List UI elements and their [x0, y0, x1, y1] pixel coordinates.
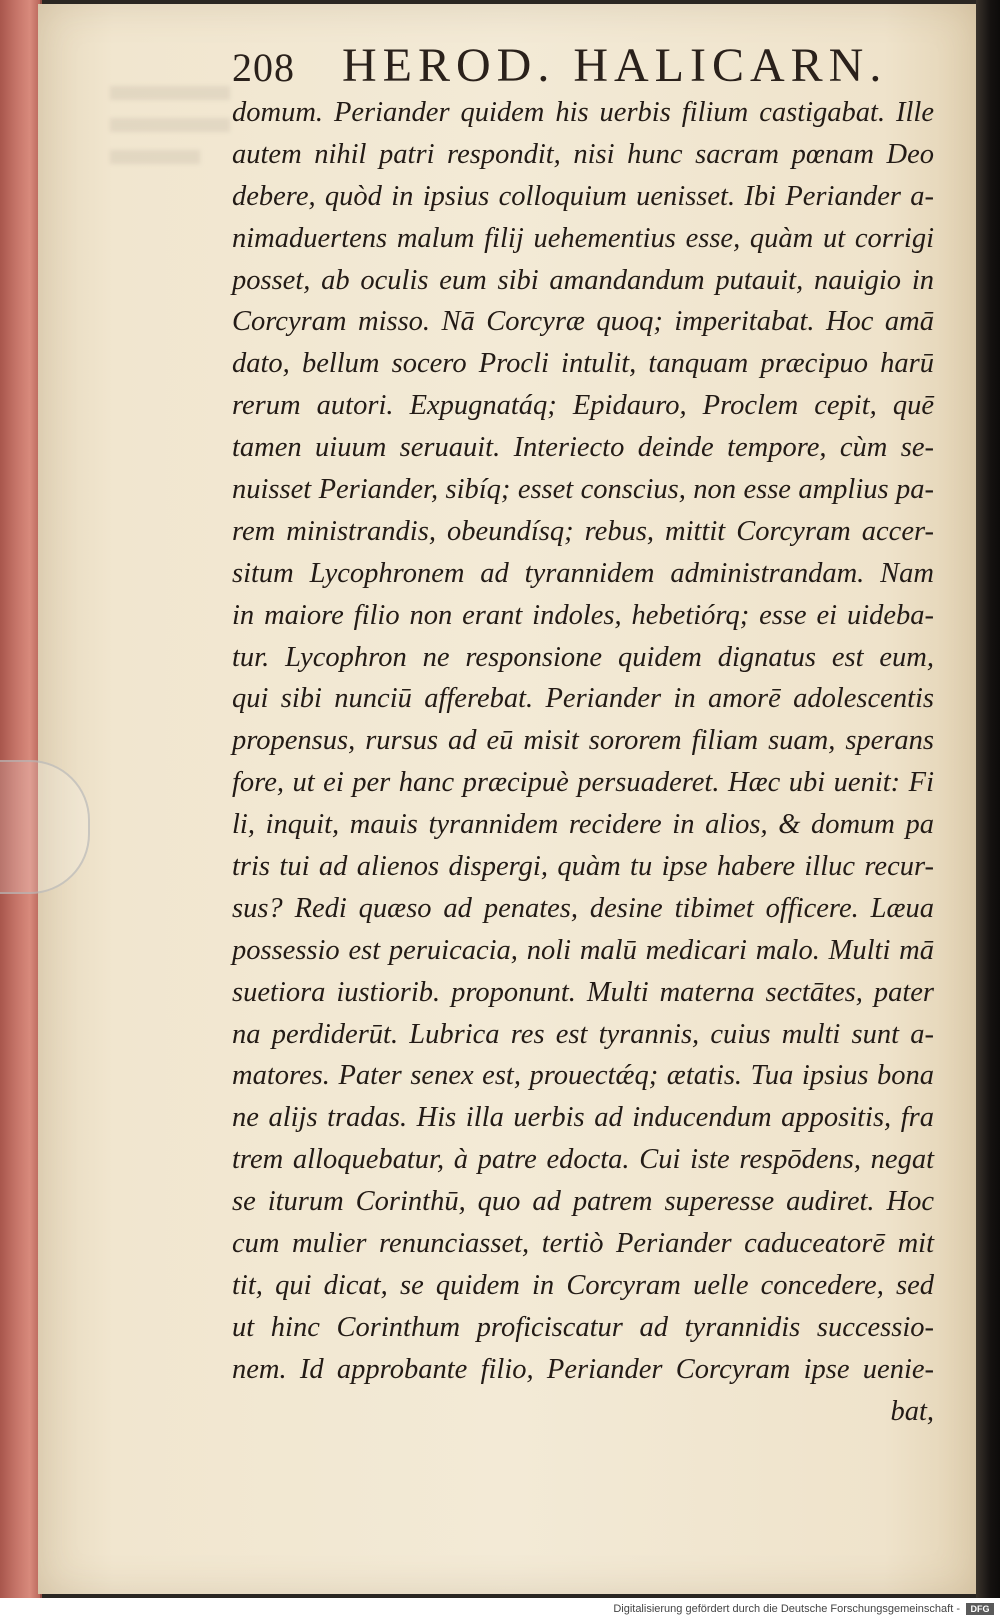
- text-line: fore, ut ei per hanc præcipuè persuaderet. Hæc ubi uenit: Fi: [232, 767, 934, 799]
- binding-shadow: [976, 0, 1000, 1598]
- text-line: situm Lycophronem ad tyrannidem administrandam. Nam: [232, 557, 934, 589]
- text-line: rem ministrandis, obeundísq; rebus, mittit Corcyram accer-: [232, 515, 934, 547]
- text-line: in maiore filio non erant indoles, hebetiórq; esse ei uideba-: [232, 599, 934, 631]
- text-line: qui sibi nunciū afferebat. Periander in amorē adolescentis: [232, 683, 934, 715]
- text-line: tamen uiuum seruauit. Interiecto deinde tempore, cùm se-: [232, 432, 934, 464]
- text-line: domum. Periander quidem his uerbis filium castigabat. Ille: [232, 97, 934, 128]
- text-line: suetiora iustiorib. proponunt. Multi materna sectātes, pater: [232, 976, 934, 1008]
- text-line: trem alloquebatur, à patre edocta. Cui iste respōdens, negat: [232, 1144, 934, 1176]
- dfg-logo: DFG: [966, 1603, 994, 1615]
- text-line: na perdiderūt. Lubrica res est tyrannis, cuius multi sunt a-: [232, 1018, 934, 1050]
- text-line: possessio est peruicacia, noli malū medicari malo. Multi mā: [232, 934, 934, 966]
- text-line: nuisset Periander, sibíq; esset conscius, non esse amplius pa-: [232, 474, 934, 506]
- text-line: tris tui ad alienos dispergi, quàm tu ipse habere illuc recur-: [232, 851, 934, 883]
- text-line: se iturum Corinthū, quo ad patrem superesse audiret. Hoc: [232, 1186, 934, 1218]
- digitization-credit: Digitalisierung gefördert durch die Deutsche Forschungsgemeinschaft -: [613, 1603, 960, 1615]
- text-line: posset, ab oculis eum sibi amandandum putauit, nauigio in: [232, 264, 934, 296]
- running-title: HEROD. HALICARN.: [342, 39, 888, 92]
- page-number: 208: [232, 45, 295, 90]
- text-line: debere, quòd in ipsius colloquium uenisset. Ibi Periander a-: [232, 180, 934, 212]
- catchword: bat,: [890, 1395, 934, 1427]
- text-line: Corcyram misso. Nā Corcyræ quoq; imperitabat. Hoc amā: [232, 306, 934, 338]
- page-header: [232, 36, 932, 96]
- text-line: tit, qui dicat, se quidem in Corcyram uelle concedere, sed: [232, 1269, 934, 1301]
- show-through-mark: [110, 86, 230, 100]
- body-text: [232, 92, 934, 1433]
- text-line: autem nihil patri respondit, nisi hunc sacram pœnam Deo: [232, 138, 934, 170]
- text-line: li, inquit, mauis tyrannidem recidere in alios, & domum pa: [232, 809, 934, 841]
- text-line: cum mulier renunciasset, tertiò Periander caduceatorē mit: [232, 1228, 934, 1260]
- text-line: propensus, rursus ad eū misit sororem filiam suam, sperans: [232, 725, 934, 757]
- text-line: ne alijs tradas. His illa uerbis ad inducendum appositis, fra: [232, 1102, 934, 1134]
- text-line: nimaduertens malum filij uehementius esse, quàm ut corrigi: [232, 222, 934, 254]
- text-line: matores. Pater senex est, prouectǽq; ætatis. Tua ipsius bona: [232, 1060, 934, 1092]
- text-line: tur. Lycophron ne responsione quidem dignatus est eum,: [232, 641, 934, 673]
- text-line: rerum autori. Expugnatáq; Epidauro, Proclem cepit, quē: [232, 390, 934, 422]
- footer-bar: [0, 1598, 1000, 1618]
- show-through-mark: [110, 118, 230, 132]
- text-line: dato, bellum socero Procli intulit, tanquam præcipuo harū: [232, 348, 934, 380]
- text-line: nem. Id approbante filio, Periander Corcyram ipse uenie-: [232, 1353, 934, 1385]
- show-through-mark: [110, 150, 200, 164]
- text-line: sus? Redi quæso ad penates, desine tibimet officere. Læua: [232, 892, 934, 924]
- text-line: ut hinc Corinthum proficiscatur ad tyrannidis successio-: [232, 1311, 934, 1343]
